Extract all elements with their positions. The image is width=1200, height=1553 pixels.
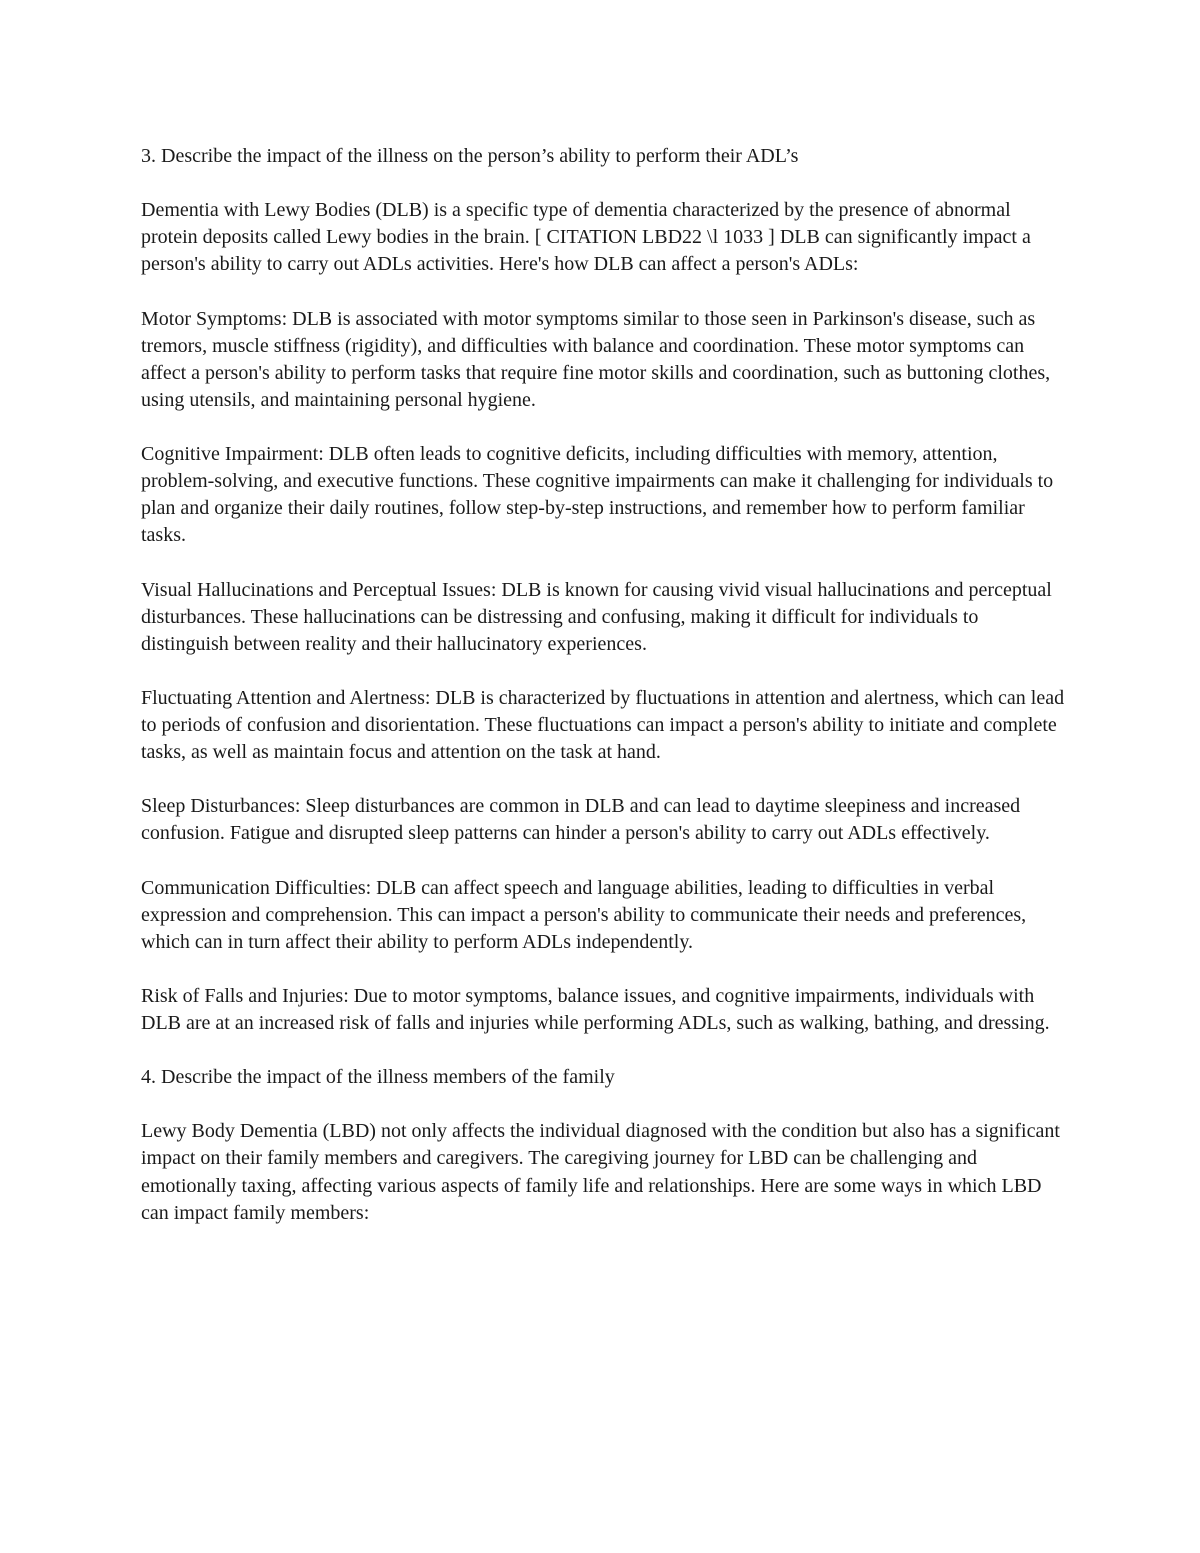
- paragraph-family-impact-intro: Lewy Body Dementia (LBD) not only affects the individual diagnosed with the condition but also has a significant impact on their family members and caregivers. The caregiving journey for LBD can be challenging and emotionally taxing, affecting various aspects of family life and relationships. Here are some ways in which LBD can impact family members:: [141, 1120, 1060, 1224]
- paragraph-dlb-intro: Dementia with Lewy Bodies (DLB) is a specific type of dementia characterized by the presence of abnormal protein deposits called Lewy bodies in the brain. [ CITATION LBD22 \l 1033 ] DLB can significantly impact a person's ability to carry out ADLs activities. Here's how DLB can affect a person's ADLs:: [141, 199, 1031, 276]
- paragraph-risk-of-falls: Risk of Falls and Injuries: Due to motor symptoms, balance issues, and cognitive impairments, individuals with DLB are at an increased risk of falls and injuries while performing ADLs, such as walking, bathing, and dressing.: [141, 984, 1050, 1034]
- paragraph-communication-difficulties: Communication Difficulties: DLB can affect speech and language abilities, leading to difficulties in verbal expression and comprehension. This can impact a person's ability to communicate their needs and preferences, which can in turn affect their ability to perform ADLs independently.: [141, 876, 1027, 953]
- paragraph-sleep-disturbances: Sleep Disturbances: Sleep disturbances are common in DLB and can lead to daytime sleepiness and increased confusion. Fatigue and disrupted sleep patterns can hinder a person's ability to carry out ADLs effectively.: [141, 795, 1021, 845]
- question-heading-4: 4. Describe the impact of the illness members of the family: [141, 1066, 615, 1089]
- paragraph-fluctuating-attention: Fluctuating Attention and Alertness: DLB is characterized by fluctuations in attention and alertness, which can lead to periods of confusion and disorientation. These fluctuations can impact a person's ability to initiate and complete tasks, as well as maintain focus and attention on the task at hand.: [141, 686, 1065, 764]
- paragraph-visual-hallucinations: Visual Hallucinations and Perceptual Issues: DLB is known for causing vivid visual hallucinations and perceptual disturbances. These hallucinations can be distressing and confusing, making it difficult for individuals to distinguish between reality and their hallucinatory experiences.: [141, 578, 1052, 655]
- question-heading-3: 3. Describe the impact of the illness on the person’s ability to perform their ADL’s: [141, 145, 799, 167]
- paragraph-cognitive-impairment: Cognitive Impairment: DLB often leads to cognitive deficits, including difficulties with memory, attention, problem-solving, and executive functions. These cognitive impairments can make it challenging for individuals to plan and organize their daily routines, follow step-by-step instructions, and remember how to perform familiar tasks.: [141, 443, 1054, 547]
- document-body: [141, 143, 1066, 1254]
- paragraph-motor-symptoms: Motor Symptoms: DLB is associated with motor symptoms similar to those seen in Parkinson's disease, such as tremors, muscle stiffness (rigidity), and difficulties with balance and coordination. These motor symptoms can affect a person's ability to perform tasks that require fine motor skills and coordination, such as buttoning clothes, using utensils, and maintaining personal hygiene.: [141, 307, 1051, 411]
